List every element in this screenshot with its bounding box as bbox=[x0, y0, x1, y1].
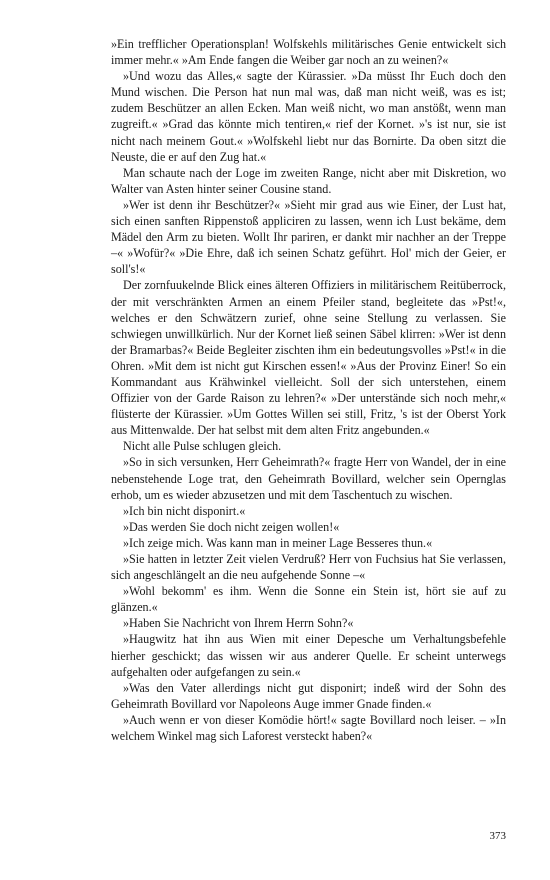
paragraph: »Was den Vater allerdings nicht gut disponirt; indeß wird der Sohn des Geheimrath Bovillard vor Napoleons Auge immer Gnade finden.« bbox=[111, 680, 506, 711]
paragraph: »Haugwitz hat ihn aus Wien mit einer Depesche um Verhaltungsbefehle hierher geschickt; das wissen wir aus anderer Quelle. Er scheint unterwegs aufgehalten oder aufgefangen zu sein.« bbox=[111, 632, 506, 679]
paragraph: »Und wozu das Alles,« sagte der Kürassier. »Da müsst Ihr Euch doch den Mund wischen. Die Person hat nun mal was, daß man nicht weiß, was es ist; zudem Beschützer an allen Ecken. Man weiß nicht, wo man anstößt, wenn man zugreift.« »Grad das könnte mich tentiren,« rief der Kornet. »'s ist nur, sie ist nicht nach meinem Gout.« »Wolfskehl liebt nur das Bornirte. Da oben sitzt die Neuste, die er auf den Zug hat.« bbox=[111, 69, 506, 164]
paragraph: Nicht alle Pulse schlugen gleich. bbox=[123, 439, 282, 454]
paragraph: »Ein trefflicher Operationsplan! Wolfskehls militärisches Genie entwickelt sich immer mehr.« »Am Ende fangen die Weiber gar noch an zu weinen?« bbox=[111, 37, 506, 68]
paragraph: Man schaute nach der Loge im zweiten Range, nicht aber mit Diskretion, wo Walter van Asten hinter seiner Cousine stand. bbox=[111, 165, 506, 196]
paragraph: »Wer ist denn ihr Beschützer?« »Sieht mir grad aus wie Einer, der Lust hat, sich einen sanften Rippenstoß appliciren zu lassen, wenn ich Lust bekäme, dem Mädel den Arm zu bieten. Wollt Ihr pariren, er dankt mir nachher an der Treppe –« »Wofür?« »Die Ehre, daß ich seinen Schatz geführt. Hol' mich der Geier, er soll's!« bbox=[111, 197, 506, 277]
paragraph: »Auch wenn er von dieser Komödie hört!« sagte Bovillard noch leiser. – »In welchem Winkel mag sich Laforest versteckt haben?« bbox=[111, 712, 506, 744]
paragraph: »Ich bin nicht disponirt.« bbox=[123, 503, 246, 518]
paragraph: »Das werden Sie doch nicht zeigen wollen!« bbox=[123, 519, 340, 534]
paragraph: »Ich zeige mich. Was kann man in meiner Lage Besseres thun.« bbox=[123, 535, 433, 550]
paragraph: »Haben Sie Nachricht von Ihrem Herrn Sohn?« bbox=[123, 616, 354, 631]
paragraph: »Sie hatten in letzter Zeit vielen Verdruß? Herr von Fuchsius hat Sie verlassen, sich angeschlängelt an die neu aufgehende Sonne –« bbox=[111, 552, 506, 583]
paragraph: Der zornfuukelnde Blick eines älteren Offiziers in militärischem Reitüberrock, der mit verschränkten Armen an einem Pfeiler stand, begleitete das »Pst!«, welches er den Schwätzern zurief, ohne seine Stellung zu verlassen. Sie schwiegen unwillkürlich. Nur der Kornet ließ seinen Säbel klirren: »Wer ist denn der Bramarbas?« Beide Begleiter zischten ihm ein bedeutungsvolles »Pst!« in die Ohren. »Mit dem ist nicht gut Kirschen essen!« »Aus der Provinz Einer! So ein Kommandant aus Krähwinkel vielleicht. Soll der sich unterstehen, einem Offizier von der Garde Raison zu lehren?« »Der unterstände sich noch mehr,« flüsterte der Kürassier. »Um Gottes Willen sei still, Fritz, 's ist der Oberst York aus Mittenwalde. Der hat selbst mit dem alten Fritz angebunden.« bbox=[111, 278, 506, 438]
paragraph: »Wohl bekomm' es ihm. Wenn die Sonne ein Stein ist, hört sie auf zu glänzen.« bbox=[111, 584, 506, 615]
page-number: 373 bbox=[489, 830, 506, 842]
body-text bbox=[111, 36, 506, 744]
paragraph: »So in sich versunken, Herr Geheimrath?« fragte Herr von Wandel, der in eine nebenstehende Loge trat, den Geheimrath Bovillard, welcher sein Opernglas erhob, um es wieder abzusetzen und mit dem Taschentuch zu wischen. bbox=[111, 455, 506, 502]
